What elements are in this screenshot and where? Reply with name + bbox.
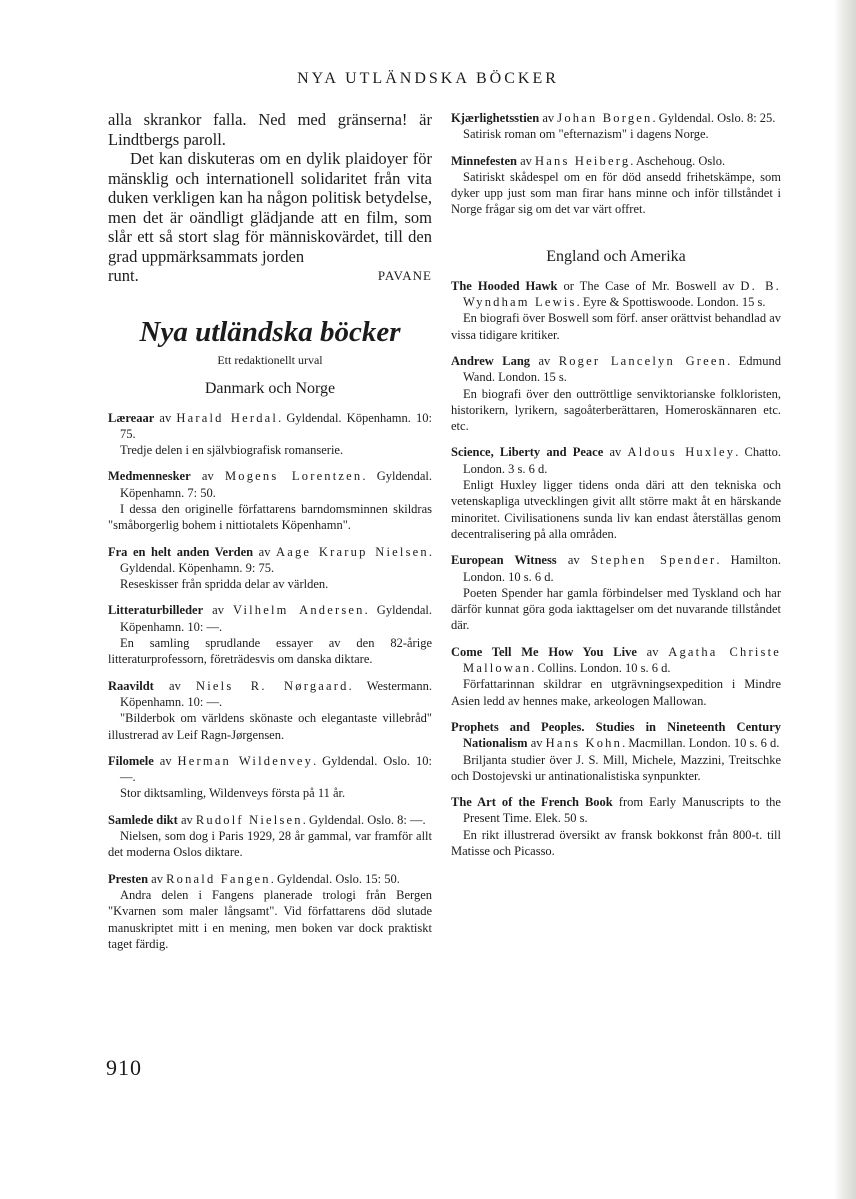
book-author: Stephen Spender	[590, 553, 717, 568]
book-author: Herman Wildenvey	[177, 753, 314, 768]
book-entry	[451, 552, 781, 633]
book-title: Come Tell Me How You Live	[451, 644, 637, 659]
book-connector: av	[148, 871, 167, 886]
book-title: The Hooded Hawk	[451, 278, 558, 293]
book-citation	[451, 110, 781, 126]
book-entry	[108, 871, 432, 952]
book-citation	[108, 812, 432, 828]
book-entry	[451, 794, 781, 859]
book-citation	[451, 278, 781, 311]
book-entry	[108, 678, 432, 743]
book-connector: av	[539, 111, 558, 125]
essay-last-line: runt.	[108, 266, 139, 285]
book-publication-details: . Westermann. Köpenhamn. 10: —.	[120, 678, 432, 709]
book-author: Rudolf Nielsen	[195, 812, 303, 827]
book-publication-details: . Gyldendal. Köpenhamn. 7: 50.	[120, 469, 432, 500]
book-connector: av	[153, 753, 178, 768]
book-author: Niels R. Nørgaard	[196, 678, 349, 693]
essay-signature: PAVANE	[377, 268, 432, 283]
book-description: "Bilderbok om världens skönaste och elegantaste villebråd" illustrerad av Leif Ragn-Jørgensen.	[108, 711, 432, 742]
book-description: Poeten Spender har gamla förbindelser med Tyskland och har därför kunnat göra goda iakttagelser om det nuvarande tillståndet där.	[451, 585, 781, 633]
book-citation	[108, 678, 432, 711]
essay-paragraph: alla skrankor falla. Ned med gränserna! är Lindtbergs paroll.	[108, 110, 432, 149]
book-description: Reseskisser från spridda delar av världen.	[120, 577, 329, 592]
book-description: Tredje delen i en självbiografisk romanserie.	[120, 443, 344, 458]
book-citation	[108, 753, 432, 786]
book-citation	[108, 544, 432, 577]
book-entry	[451, 444, 781, 542]
essay-signature-line	[108, 266, 432, 286]
book-description: En rikt illustrerad översikt av fransk bokkonst från 800-t. till Matisse och Picasso.	[451, 827, 781, 858]
book-entry	[451, 153, 781, 218]
book-title: Raavildt	[108, 678, 154, 693]
book-description: Satiriskt skådespel om en för död ansedd frihetskämpe, som dyker upp just som man firar hans minne och inför tillståndet i Norge frågar sig om det var värt offret.	[451, 169, 781, 217]
article-subtitle: Ett redaktionellt urval	[217, 352, 323, 367]
book-connector: av	[154, 410, 177, 425]
book-description: I dessa den originelle författarens barndomsminnen skildras "småborgerlig bohem i nittiotalets Köpenhamn".	[108, 501, 432, 533]
book-publication-details: . Macmillan. London. 10 s. 6 d.	[622, 736, 780, 751]
page-number: 910	[106, 1055, 142, 1080]
book-author: Vilhelm Andersen	[232, 603, 365, 618]
book-list-norge-continued	[451, 110, 781, 218]
book-entry	[451, 278, 781, 343]
book-author: D. B. Wyndham Lewis	[463, 278, 781, 310]
book-title: European Witness	[451, 553, 557, 568]
book-citation	[108, 410, 432, 443]
book-connector: av	[190, 469, 225, 484]
book-entry	[108, 602, 432, 667]
section-heading-danmark-norge: Danmark och Norge	[204, 379, 336, 397]
book-description: Briljanta studier över J. S. Mill, Michele, Mazzini, Treitschke och Dostojevski ur antinationalistiska synpunkter.	[451, 752, 781, 783]
book-title: Læreaar	[108, 410, 155, 425]
book-author: Hans Kohn	[545, 736, 623, 751]
book-list-england-amerika	[451, 278, 781, 860]
book-connector: av	[253, 544, 276, 559]
book-title: Prophets and Peoples. Studies in Nineteenth Century Nationalism	[451, 719, 781, 751]
book-citation	[451, 444, 781, 477]
book-title: Fra en helt anden Verden	[108, 544, 254, 559]
book-author: Aldous Huxley	[627, 445, 736, 460]
book-author: Agatha Christe Mallowan	[463, 644, 781, 676]
book-citation	[451, 353, 781, 386]
book-entry	[108, 544, 432, 593]
book-citation	[451, 153, 781, 169]
book-citation	[108, 602, 432, 635]
book-entry	[451, 719, 781, 784]
book-title: Andrew Lang	[451, 353, 531, 368]
right-column	[451, 110, 781, 869]
book-connector: av	[516, 153, 536, 168]
book-title: Samlede dikt	[108, 812, 178, 827]
book-description: Satirisk roman om "efternazism" i dagens Norge.	[463, 127, 709, 142]
book-publication-details: . Gyldendal. Köpenhamn. 10: 75.	[120, 410, 432, 441]
book-connector: or The Case of Mr. Boswell av	[557, 278, 741, 293]
book-author: Harald Herdal	[176, 410, 279, 425]
book-citation	[451, 719, 781, 752]
book-citation	[451, 794, 781, 827]
book-citation	[108, 468, 432, 501]
book-publication-details: . Gyldendal. Oslo. 8: —.	[302, 812, 426, 827]
book-author: Johan Borgen	[557, 111, 653, 125]
book-connector: from Early Manuscripts to the Present Time	[463, 795, 781, 826]
book-connector: av	[530, 353, 559, 368]
section-heading-england-amerika: England och Amerika	[546, 247, 686, 265]
book-publication-details: . Gyldendal. Köpenhamn. 10: —.	[120, 603, 432, 634]
page-edge-shadow	[834, 0, 856, 1199]
book-connector: av	[636, 644, 669, 659]
book-connector: av	[177, 812, 196, 827]
book-connector: av	[153, 678, 197, 693]
book-title: Medmennesker	[108, 469, 191, 484]
book-publication-details: . Hamilton. London. 10 s. 6 d.	[463, 553, 781, 584]
book-title: Science, Liberty and Peace	[451, 445, 604, 460]
book-connector: av	[203, 603, 233, 618]
book-publication-details: . Collins. London. 10 s. 6 d.	[531, 661, 671, 676]
book-publication-details: . Elek. 50 s.	[528, 811, 588, 826]
book-citation	[108, 871, 432, 887]
book-publication-details: . Edmund Wand. London. 15 s.	[463, 353, 782, 385]
book-author: Ronald Fangen	[166, 871, 271, 886]
book-publication-details: . Gyldendal. Oslo. 15: 50.	[270, 871, 400, 886]
book-author: Mogens Lorentzen	[224, 469, 363, 484]
book-publication-details: . Chatto. London. 3 s. 6 d.	[463, 445, 781, 476]
book-citation	[451, 552, 781, 585]
book-author: Roger Lancelyn Green	[558, 353, 728, 368]
book-author: Aage Krarup Nielsen	[276, 544, 429, 559]
book-publication-details: . Gyldendal. Oslo. 8: 25.	[652, 111, 776, 125]
book-publication-details: . Eyre & Spottiswoode. London. 15 s.	[576, 295, 766, 310]
left-column	[108, 110, 432, 962]
article-title: Nya utländska böcker	[139, 315, 401, 348]
book-connector: av	[603, 445, 628, 460]
book-title: Kjærlighetsstien	[451, 111, 540, 125]
essay-paragraph: Det kan diskuteras om en dylik plaidoyer för mänsklig och internationell solidaritet från vita duken verkligen kan ha någon politisk betydelse, men det är oändligt glädjande att en film, som slår ett så stort slag för människovärdet, till den grad uppmärksammats jorden	[108, 149, 432, 266]
book-publication-details: . Gyldendal. Köpenhamn. 9: 75.	[120, 544, 432, 575]
book-title: Minnefesten	[451, 153, 517, 168]
book-description: Andra delen i Fangens planerade trologi från Bergen "Kvarnen som maler långsamt". Vid författarens död slutade manuskriptet mitt i en mening, men boken var dock praktiskt taget färdig.	[108, 887, 432, 951]
book-description: Stor diktsamling, Wildenveys första på 11 år.	[120, 786, 346, 801]
book-connector: av	[527, 736, 546, 751]
running-header: NYA UTLÄNDSKA BÖCKER	[297, 70, 559, 87]
book-entry	[451, 353, 781, 434]
book-title: The Art of the French Book	[451, 795, 613, 810]
essay-ending	[108, 110, 432, 266]
book-author: Hans Heiberg	[535, 153, 631, 168]
book-title: Presten	[108, 871, 149, 886]
book-entry	[108, 410, 432, 459]
book-entry	[108, 468, 432, 533]
book-publication-details: . Gyldendal. Oslo. 10: —.	[120, 753, 432, 785]
book-description: Nielsen, som dog i Paris 1929, 28 år gammal, var framför allt det moderna Oslos diktare.	[108, 829, 432, 860]
book-connector: av	[556, 553, 591, 568]
book-description: Enligt Huxley ligger tidens onda däri att den tekniska och vetenskapliga utvecklingen givit allt större makt åt en härskande minoritet. Civilisationens sunda liv kan endast återställas genom decentralisering på alla områden.	[451, 478, 781, 541]
book-entry	[108, 812, 432, 861]
book-title: Litteraturbilleder	[108, 603, 204, 618]
book-description: Författarinnan skildrar en utgrävningsexpedition i Mindre Asien ledd av hennes make, arkeologen Mallowan.	[451, 677, 781, 708]
book-entry	[451, 644, 781, 709]
book-entry	[451, 110, 781, 143]
book-list-danmark-norge	[108, 410, 432, 953]
book-citation	[451, 644, 781, 677]
book-title: Filomele	[108, 753, 154, 768]
book-publication-details: . Aschehoug. Oslo.	[630, 153, 726, 168]
book-description: En samling sprudlande essayer av den 82-årige litteraturprofessorn, företrädesvis om danska diktare.	[108, 636, 432, 667]
book-entry	[108, 753, 432, 802]
book-description: En biografi över Boswell som förf. anser orättvist behandlad av vissa tidigare kritiker.	[451, 311, 781, 342]
book-description: En biografi över den outtröttlige senviktorianske folkloristen, historikern, lyrikern, sagoåterberättaren, Homeroskännaren etc. etc.	[451, 386, 781, 434]
